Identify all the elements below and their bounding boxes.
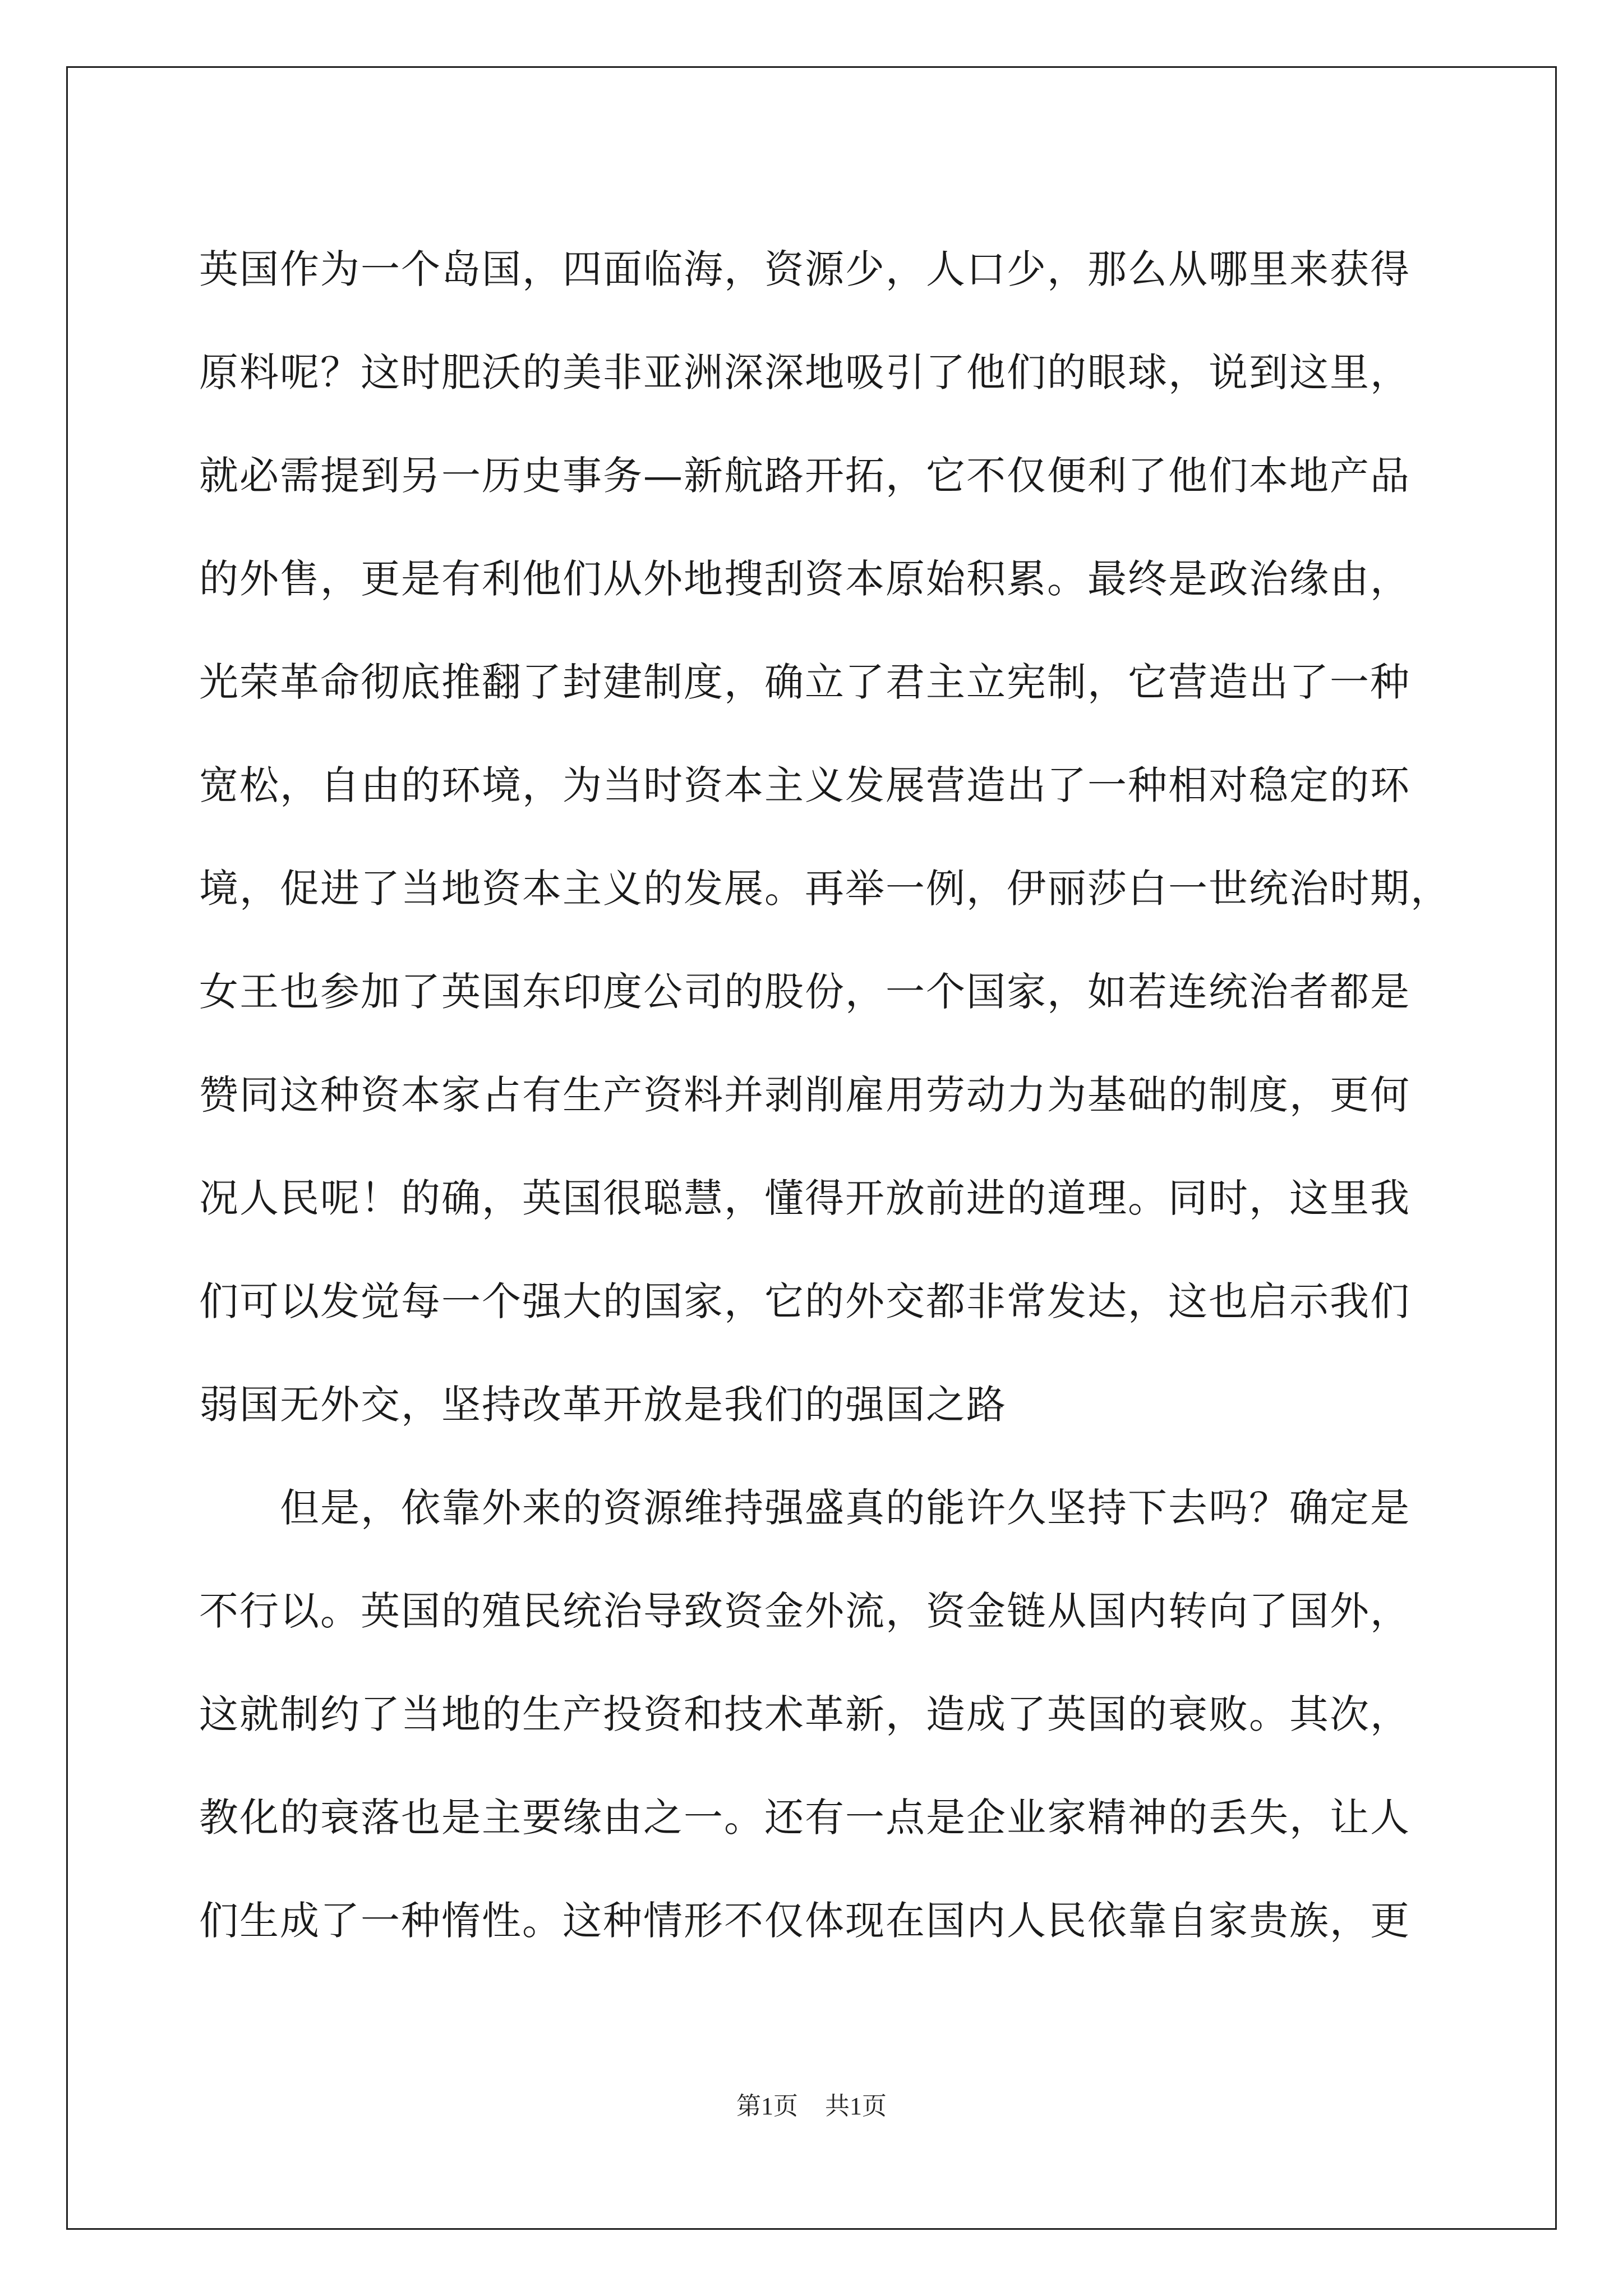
paragraph-1 — [199, 218, 1451, 1456]
page-number: 第1页 — [736, 2092, 798, 2120]
page-total: 共1页 — [825, 2092, 887, 2120]
text-line: 境，促进了当地资本主义的发展。再举一例，伊丽莎白一世统治时期， — [199, 866, 1451, 912]
text-line: 赞同这种资本家占有生产资料并剥削雇用劳动力为基础的制度，更何 — [199, 1072, 1410, 1118]
text-line: 原料呢？这时肥沃的美非亚洲深深地吸引了他们的眼球，说到这里， — [199, 349, 1410, 395]
paragraph-2 — [199, 1456, 1444, 1972]
text-line: 女王也参加了英国东印度公司的股份，一个国家，如若连统治者都是 — [199, 969, 1410, 1015]
text-line: 但是，依靠外来的资源维持强盛真的能许久坚持下去吗？确定是 — [199, 1485, 1410, 1531]
document-body — [199, 218, 1451, 1972]
text-line: 弱国无外交，坚持改革开放是我们的强国之路 — [199, 1382, 1007, 1428]
text-line: 况人民呢！的确，英国很聪慧，懂得开放前进的道理。同时，这里我 — [199, 1175, 1410, 1221]
page-footer — [0, 2086, 1623, 2122]
text-line: 宽松，自由的环境，为当时资本主义发展营造出了一种相对稳定的环 — [199, 762, 1410, 808]
text-line: 不行以。英国的殖民统治导致资金外流，资金链从国内转向了国外， — [199, 1588, 1410, 1634]
text-line: 就必需提到另一历史事务—新航路开拓，它不仅便利了他们本地产品 — [199, 453, 1410, 499]
text-line: 教化的衰落也是主要缘由之一。还有一点是企业家精神的丢失，让人 — [199, 1795, 1410, 1841]
text-line: 们生成了一种惰性。这种情形不仅体现在国内人民依靠自家贵族，更 — [199, 1898, 1410, 1944]
text-line: 们可以发觉每一个强大的国家，它的外交都非常发达，这也启示我们 — [199, 1278, 1410, 1324]
text-line: 这就制约了当地的生产投资和技术革新，造成了英国的衰败。其次， — [199, 1691, 1410, 1737]
text-line: 英国作为一个岛国，四面临海，资源少，人口少，那么从哪里来获得 — [199, 246, 1410, 292]
text-line: 光荣革命彻底推翻了封建制度，确立了君主立宪制，它营造出了一种 — [199, 659, 1410, 705]
text-line: 的外售，更是有利他们从外地搜刮资本原始积累。最终是政治缘由， — [199, 556, 1410, 602]
